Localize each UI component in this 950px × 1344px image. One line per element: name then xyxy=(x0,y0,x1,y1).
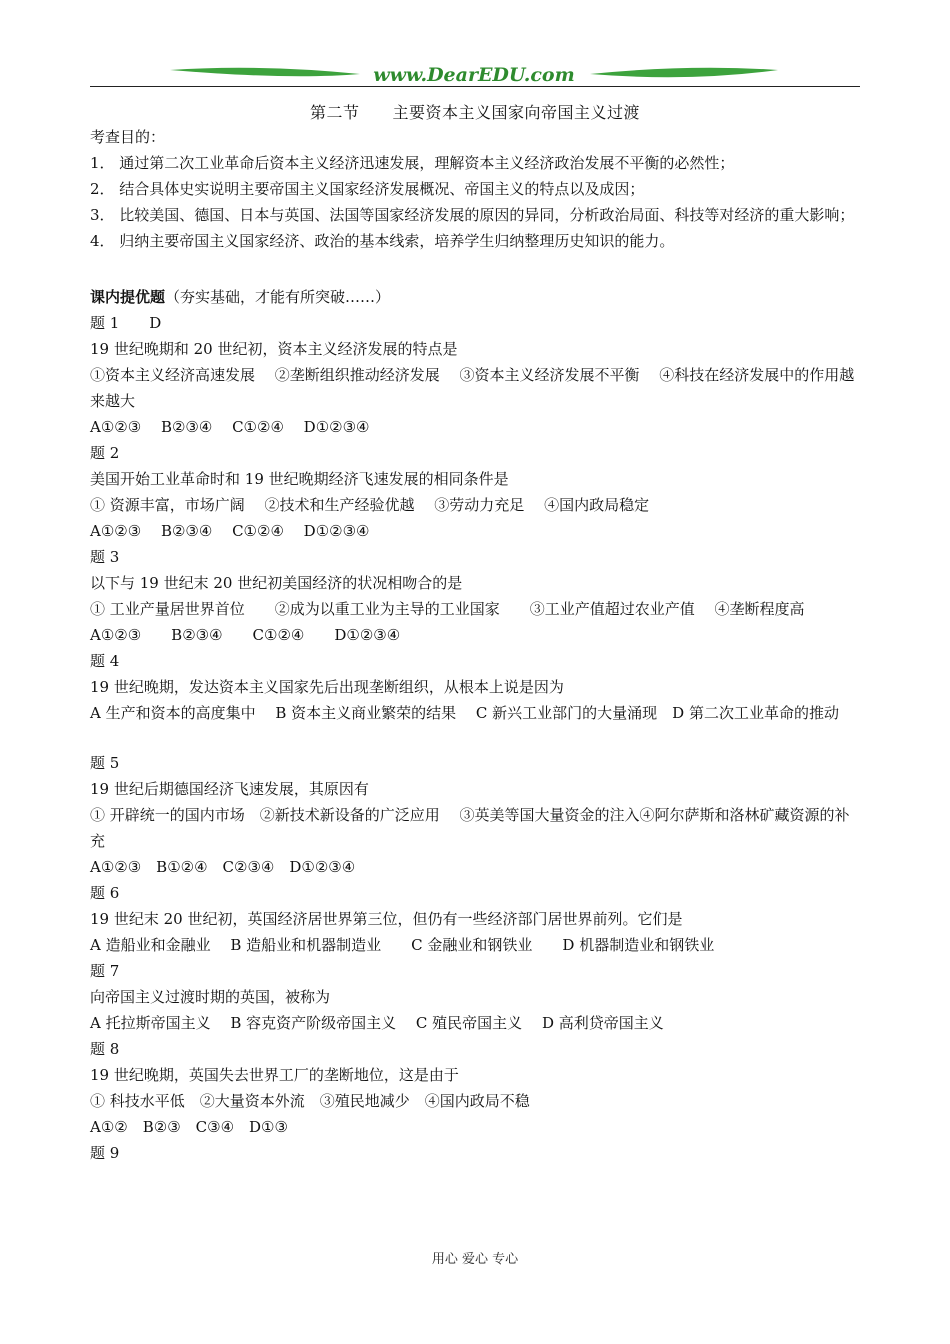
question-options: ① 开辟统一的国内市场 ②新技术新设备的广泛应用 ③英美等国大量资金的注入④阿尔萨斯和洛林矿藏资源的补充 xyxy=(90,806,850,850)
question-label: 题 7 xyxy=(90,962,120,980)
question-label: 题 5 xyxy=(90,754,120,772)
question-choices: A①②③ B②③④ C①②④ D①②③④ xyxy=(90,522,370,540)
question-choices: A①②③ B②③④ C①②④ D①②③④ xyxy=(90,418,370,436)
question-label: 题 2 xyxy=(90,444,120,462)
page-footer: 用心 爱心 专心 xyxy=(431,1252,519,1267)
question-label: 题 3 xyxy=(90,548,120,566)
section-note: （夯实基础，才能有所突破……） xyxy=(165,288,391,306)
question-choices: A①②③ B②③④ C①②④ D①②③④ xyxy=(90,626,401,644)
question-label: 题 9 xyxy=(90,1144,120,1162)
question-stem: 19 世纪末 20 世纪初，英国经济居世界第三位，但仍有一些经济部门居世界前列。它们是 xyxy=(90,910,683,928)
page-title: 第二节 主要资本主义国家向帝国主义过渡 xyxy=(309,103,640,122)
question-stem: 向帝国主义过渡时期的英国，被称为 xyxy=(90,988,331,1006)
logo-swoosh-graphic xyxy=(170,60,778,88)
question-label: 题 6 xyxy=(90,884,120,902)
objective-item-3: 3． 比较美国、德国、日本与英国、法国等国家经济发展的原因的异同，分析政治局面、科技等对经济的重大影响； xyxy=(90,206,855,224)
question-stem: 美国开始工业革命时和 19 世纪晚期经济飞速发展的相同条件是 xyxy=(90,470,509,488)
section-heading xyxy=(90,284,862,310)
question-stem: 19 世纪晚期，发达资本主义国家先后出现垄断组织，从根本上说是因为 xyxy=(90,678,564,696)
header-divider xyxy=(90,86,860,87)
question-options: A 造船业和金融业 B 造船业和机器制造业 C 金融业和钢铁业 D 机器制造业和钢铁业 xyxy=(90,936,715,954)
question-options: ① 工业产量居世界首位 ②成为以重工业为主导的工业国家 ③工业产值超过农业产值 ④垄断程度高 xyxy=(90,600,805,618)
question-options: ① 科技水平低 ②大量资本外流 ③殖民地减少 ④国内政局不稳 xyxy=(90,1092,530,1110)
question-stem: 以下与 19 世纪末 20 世纪初美国经济的状况相吻合的是 xyxy=(90,574,463,592)
question-options: ①资本主义经济高速发展 ②垄断组织推动经济发展 ③资本主义经济发展不平衡 ④科技在经济发展中的作用越来越大 xyxy=(90,366,855,410)
question-stem: 19 世纪晚期，英国失去世界工厂的垄断地位，这是由于 xyxy=(90,1066,459,1084)
document-body xyxy=(90,124,862,1166)
objectives-heading: 考查目的： xyxy=(90,128,166,146)
question-choices: A①②③ B①②④ C②③④ D①②③④ xyxy=(90,858,356,876)
site-logo xyxy=(170,60,778,88)
objective-item-2: 2． 结合具体史实说明主要帝国主义国家经济发展概况、帝国主义的特点以及成因； xyxy=(90,180,645,198)
question-options: A 托拉斯帝国主义 B 容克资产阶级帝国主义 C 殖民帝国主义 D 高利贷帝国主义 xyxy=(90,1014,664,1032)
question-label: 题 4 xyxy=(90,652,120,670)
question-options: ① 资源丰富，市场广阔 ②技术和生产经验优越 ③劳动力充足 ④国内政局稳定 xyxy=(90,496,650,514)
section-title: 课内提优题 xyxy=(90,288,166,306)
question-stem: 19 世纪后期德国经济飞速发展，其原因有 xyxy=(90,780,369,798)
question-stem: 19 世纪晚期和 20 世纪初，资本主义经济发展的特点是 xyxy=(90,340,458,358)
question-label: 题 1 D xyxy=(90,314,162,332)
question-label: 题 8 xyxy=(90,1040,120,1058)
objective-item-1: 1． 通过第二次工业革命后资本主义经济迅速发展，理解资本主义经济政治发展不平衡的必然性； xyxy=(90,154,735,172)
question-choices: A①② B②③ C③④ D①③ xyxy=(90,1118,288,1136)
objective-item-4: 4． 归纳主要帝国主义国家经济、政治的基本线索，培养学生归纳整理历史知识的能力。 xyxy=(90,232,675,250)
logo-text: www.DearEDU.com xyxy=(373,64,575,86)
question-options: A 生产和资本的高度集中 B 资本主义商业繁荣的结果 C 新兴工业部门的大量涌现 D 第二次工业革命的推动 xyxy=(90,704,839,722)
